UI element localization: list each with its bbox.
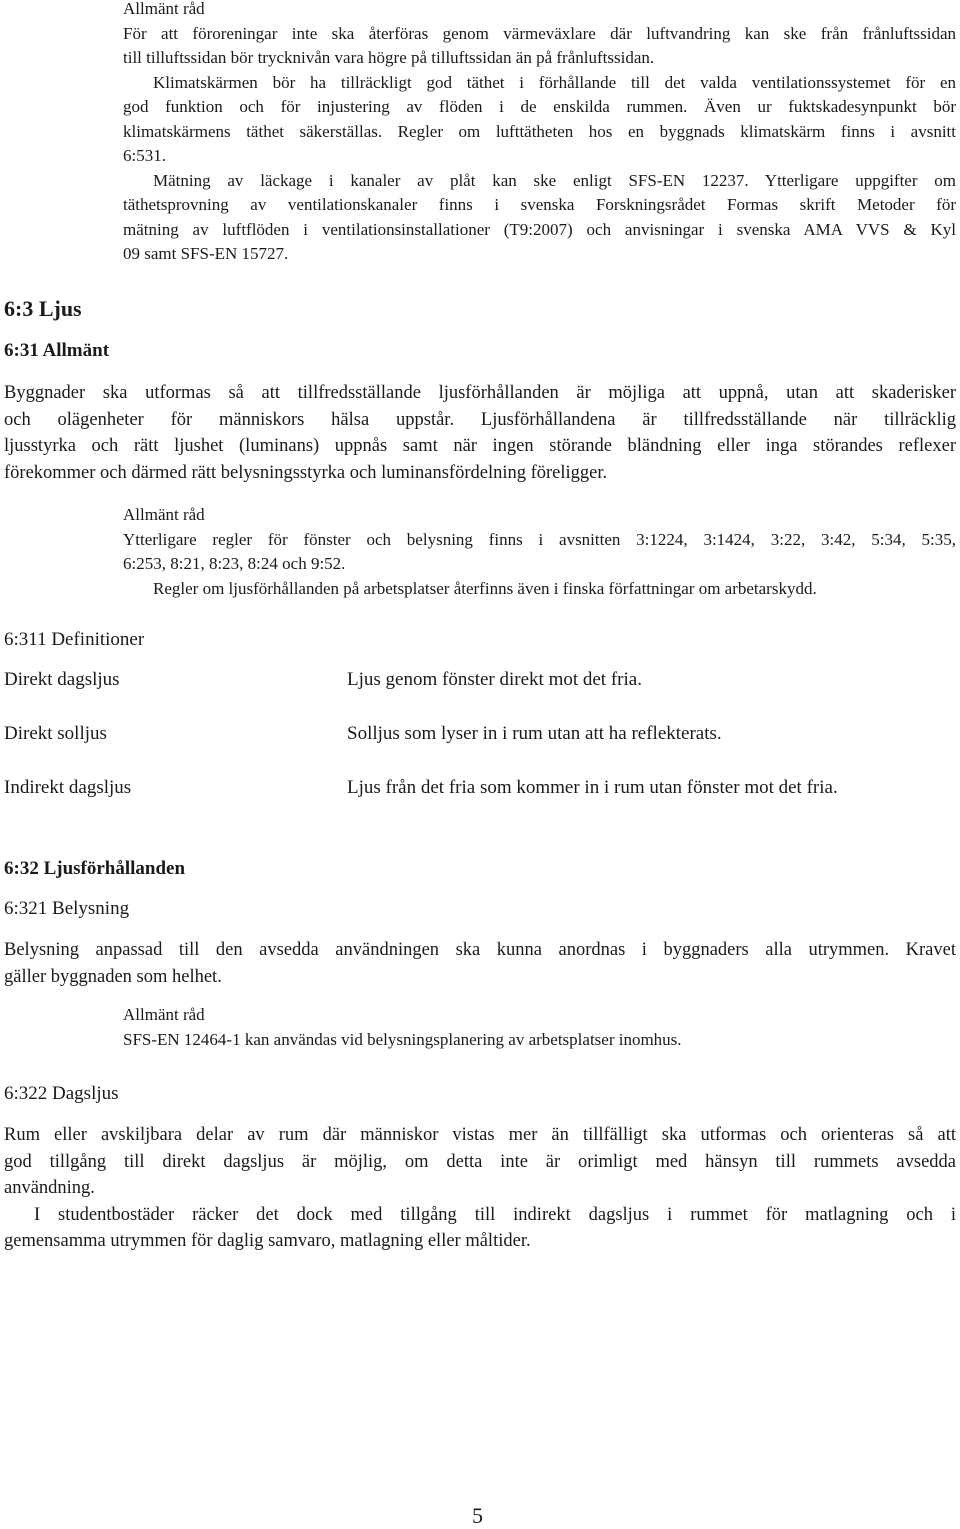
section-heading-6-321: 6:321 Belysning [4,898,130,919]
body-line: och olägenheter för människors hälsa uppstår. Ljusförhållandena är tillfredsställande när tillräcklig [4,409,956,430]
body-line: användning. [4,1178,95,1198]
advice-label: Allmänt råd [123,0,205,18]
advice-line: Regler om ljusförhållanden på arbetsplatser återfinns även i finska författningar om arbetarskydd. [153,578,817,598]
section-heading-6-3: 6:3 Ljus [4,296,82,321]
advice-line: 6:253, 8:21, 8:23, 8:24 och 9:52. [123,554,346,573]
advice-label: Allmänt råd [123,505,205,524]
advice-line: För att föroreningar inte ska återföras genom värmeväxlare där luftvandring kan ske från frånluftssidan [123,23,956,43]
advice-line: Klimatskärmen bör ha tillräckligt god täthet i förhållande till det valda ventilationssystemet för en [153,72,956,92]
body-line: förekommer och därmed rätt belysningsstyrka och luminansfördelning föreligger. [4,462,608,483]
advice-line: till tilluftssidan bör trycknivån vara högre på tilluftssidan än på frånluftssidan. [123,48,655,67]
section-heading-6-31: 6:31 Allmänt [4,340,110,361]
advice-line: Mätning av läckage i kanaler av plåt kan ske enligt SFS-EN 12237. Ytterligare uppgifter om [153,170,956,190]
definition-term: Indirekt dagsljus [4,777,132,798]
body-line: Rum eller avskiljbara delar av rum där människor vistas mer än tillfälligt ska utformas och orienteras så att [4,1125,956,1145]
body-line: gäller byggnaden som helhet. [4,966,222,987]
advice-line: täthetsprovning av ventilationskanaler finns i svenska Forskningsrådet Formas skrift Metoder för [123,195,956,214]
page-number: 5 [472,1503,483,1528]
advice-label: Allmänt råd [123,1005,205,1024]
section-6-31-advice [123,503,956,601]
body-line: Byggnader ska utformas så att tillfredsställande ljusförhållanden är möjliga att uppnå, utan att skaderisker [4,383,956,403]
section-6-321-body [4,937,956,990]
advice-line: 09 samt SFS-EN 15727. [123,244,289,263]
advice-line: god funktion och för injustering av flöden i de enskilda rummen. Även ur fuktskadesynpunkt bör [123,97,956,116]
top-advice [123,0,956,267]
definition-text: Ljus genom fönster direkt mot det fria. [347,669,642,690]
section-heading-6-32: 6:32 Ljusförhållanden [4,858,186,879]
advice-line: SFS-EN 12464-1 kan användas vid belysningsplanering av arbetsplatser inomhus. [123,1029,682,1049]
advice-line: klimatskärmens täthet säkerställas. Regler om lufttätheten hos en byggnads klimatskärm finns i avsnitt [123,121,956,141]
advice-line: Ytterligare regler för fönster och belysning finns i avsnitten 3:1224, 3:1424, 3:22, 3:42, 5:34, 5:35, [123,529,956,549]
definition-text: Ljus från det fria som kommer in i rum utan fönster mot det fria. [347,777,838,798]
body-line: Belysning anpassad till den avsedda användningen ska kunna anordnas i byggnaders alla utrymmen. Kravet [4,940,956,960]
definition-term: Direkt solljus [4,723,107,744]
definition-term: Direkt dagsljus [4,669,120,690]
body-line: god tillgång till direkt dagsljus är möjlig, om detta inte är orimligt med hänsyn till rummets avsedda [4,1151,956,1172]
section-heading-6-322: 6:322 Dagsljus [4,1083,119,1104]
section-heading-6-311: 6:311 Definitioner [4,629,145,650]
advice-line: mätning av luftflöden i ventilationsinstallationer (T9:2007) och anvisningar i svenska AMA VVS & Kyl [123,219,956,239]
advice-line: 6:531. [123,146,166,165]
section-6-321-advice [123,1003,956,1052]
section-6-322-body [4,1122,956,1255]
body-line: ljusstyrka och rätt ljushet (luminans) uppnås samt när ingen störande bländning eller inga störandes reflexer [4,436,956,456]
section-6-31-body [4,380,956,486]
body-line: gemensamma utrymmen för daglig samvaro, matlagning eller måltider. [4,1231,531,1251]
definition-text: Solljus som lyser in i rum utan att ha reflekterats. [347,723,722,744]
body-line: I studentbostäder räcker det dock med tillgång till indirekt dagsljus i rummet för matlagning och i [34,1204,956,1225]
